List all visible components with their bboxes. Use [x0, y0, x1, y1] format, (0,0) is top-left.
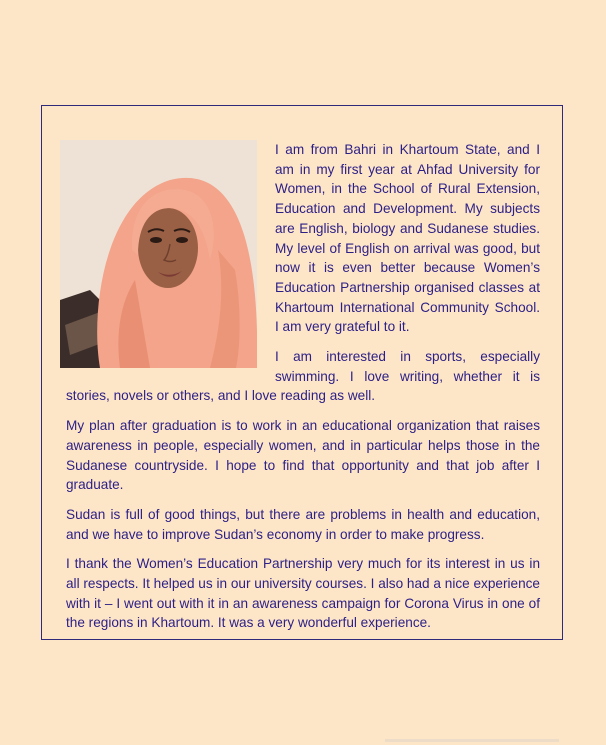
paragraph-3: My plan after graduation is to work in an educational organization that raises awareness in people, especially women, and in particular helps those in the Sudanese countryside. I hope to find that opportunity and that job after I graduate. [66, 418, 540, 493]
scan-artifact-line [385, 739, 559, 742]
paragraph-2: I am interested in sports, especially swimming. I love writing, whether it is stories, novels or others, and I love reading as well. [66, 349, 540, 404]
portrait-photo [60, 140, 257, 368]
paragraph-4: Sudan is full of good things, but there are problems in health and education, and we have to improve Sudan’s economy in order to make progress. [66, 506, 540, 542]
article-body [66, 140, 540, 643]
paragraph-5: I thank the Women’s Education Partnership very much for its interest in us in all respects. It helped us in our university courses. I also had a nice experience with it – I went out with it in an awareness campaign for Corona Virus in one of the regions in Khartoum. It was a very wonderful experience. [66, 556, 540, 631]
portrait-illustration [60, 140, 257, 368]
paragraph-1: I am from Bahri in Khartoum State, and I am in my first year at Ahfad University for Women, in the School of Rural Extension, Education and Development. My subjects are English, biology and Sudanese studies. My level of English on arrival was good, but now it is even better because Women’s Education Partnership organised classes at Khartoum International Community School. I am very grateful to it. [275, 142, 540, 335]
